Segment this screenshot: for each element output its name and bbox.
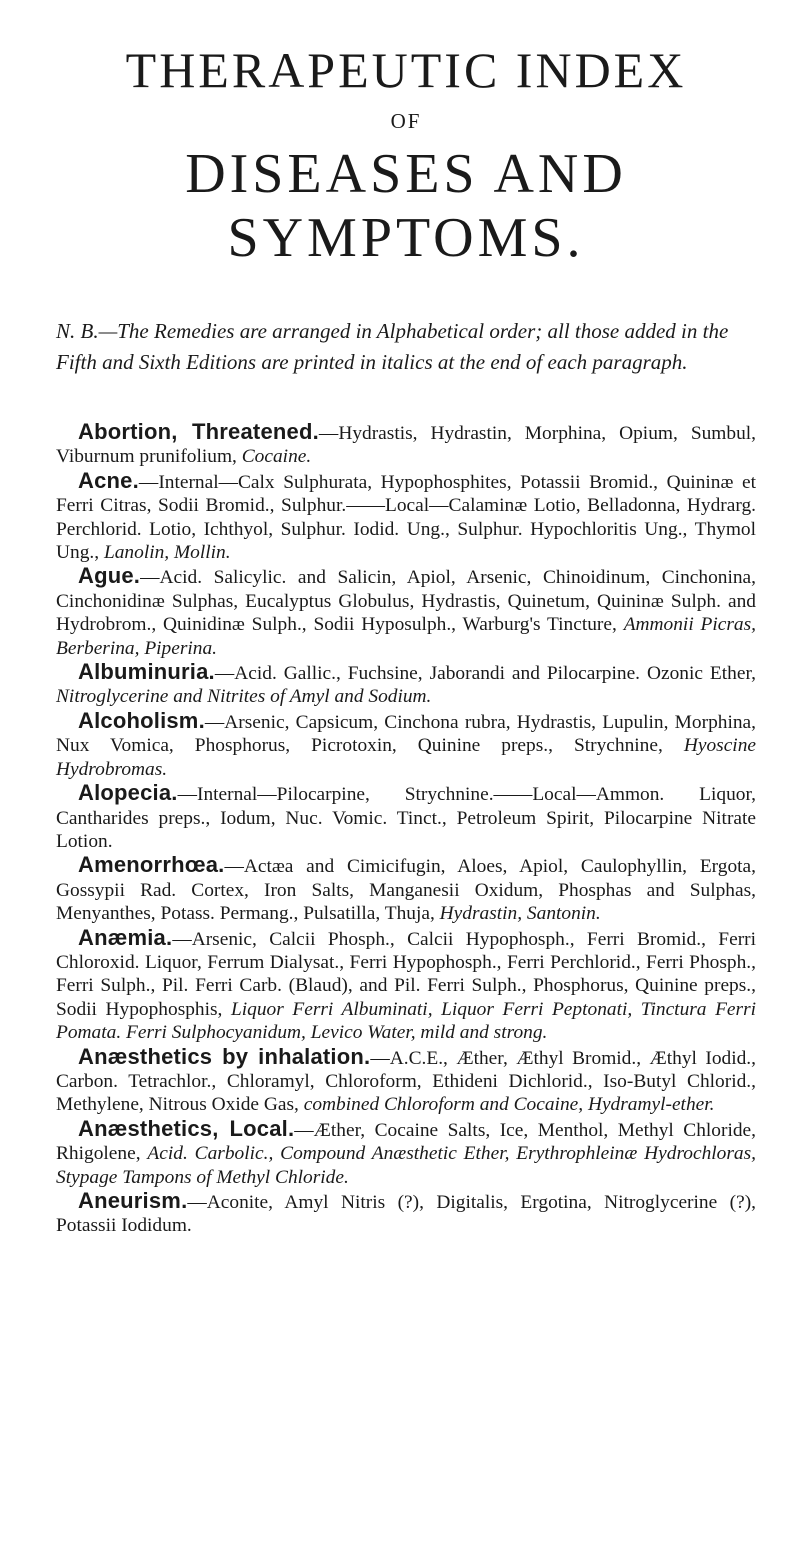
entry-remedies: —Internal—Calx Sulphurata, Hypophosphites, Potassii Bromid., Quininæ et Ferri Citras, Sodii Bromid., Sulphur.——Local—Calaminæ Lotio, Belladonna, Hydrarg. Perchlorid. Lotio, Ichthyol, Sulphur. Iodid. Ung., Sulphur. Hypochloritis Ung., Thymol Ung., xyxy=(56,471,756,564)
entry-added-remedies: Ammonii Picras, Berberina, Piperina. xyxy=(56,614,756,659)
entry-heading: Abortion, Threatened. xyxy=(78,419,319,444)
entry-added-remedies: Hyoscine Hydrobromas. xyxy=(56,735,756,780)
entry-heading: Anæmia. xyxy=(78,924,173,950)
entry-added-remedies: Cocaine. xyxy=(241,446,312,468)
entry-added-remedies: Lanolin, Mollin. xyxy=(103,542,231,564)
entry-heading: Amenorrhœa. xyxy=(78,852,225,878)
entry-remedies: —Internal—Pilocarpine, Strychnine.——Local—Ammon. Liquor, Cantharides preps., Iodum, Nuc. Vomic. Tinct., Petroleum Spirit, Pilocarpine Nitrate Lotion. xyxy=(56,784,756,852)
page-title-of: OF xyxy=(390,109,422,133)
index-entries xyxy=(56,420,756,1238)
index-entry-abortion xyxy=(56,420,756,469)
entry-added-remedies: Hydrastin, Santonin. xyxy=(439,903,601,925)
entry-remedies: —Arsenic, Capsicum, Cinchona rubra, Hydrastis, Lupulin, Morphina, Nux Vomica, Phosphorus, Picrotoxin, Quinine preps., Strychnine, xyxy=(56,711,756,757)
index-entry-alopecia xyxy=(56,781,756,853)
entry-heading: Acne. xyxy=(78,467,139,493)
entry-heading: Ague. xyxy=(78,563,141,589)
index-entry-amenorrhoea xyxy=(56,853,756,925)
entry-remedies: —Acid. Salicylic. and Salicin, Apiol, Arsenic, Chinoidinum, Cinchonina, Cinchonidinæ Sulphas, Eucalyptus Globulus, Hydrastis, Quinetum, Quininæ Sulph. and Hydrobrom., Quinidinæ Sulph., Sodii Hyposulph., Warburg's Tincture, xyxy=(56,567,756,636)
index-entry-alcoholism xyxy=(56,709,756,781)
entry-remedies: —A.C.E., Æther, Æthyl Bromid., Æthyl Iodid., Carbon. Tetrachlor., Chloramyl, Chloroform, Ethideni Dichlorid., Iso-Butyl Chlorid., Methylene, Nitrous Oxide Gas, xyxy=(56,1047,756,1116)
entry-added-remedies: Nitroglycerine and Nitrites of Amyl and Sodium. xyxy=(56,686,432,708)
entry-remedies: —Aconite, Amyl Nitris (?), Digitalis, Ergotina, Nitroglycerine (?), Potassii Iodidum. xyxy=(56,1192,756,1237)
entry-added-remedies: combined Chloroform and Cocaine, Hydramyl-ether. xyxy=(303,1094,715,1116)
entry-heading: Alcoholism. xyxy=(78,707,205,733)
index-entry-ague xyxy=(56,564,756,660)
page-title-line-2: DISEASES AND SYMPTOMS. xyxy=(185,143,627,269)
entry-remedies: —Æther, Cocaine Salts, Ice, Menthol, Methyl Chloride, Rhigolene, xyxy=(56,1119,756,1165)
entry-remedies: —Acid. Gallic., Fuchsine, Jaborandi and Pilocarpine. Ozonic Ether, xyxy=(214,663,756,685)
entry-heading: Anæsthetics by inhalation. xyxy=(78,1043,371,1069)
entry-added-remedies: Acid. Carbolic., Compound Anæsthetic Ether, Erythrophleinæ Hydrochloras, Stypage Tampons of Methyl Chloride. xyxy=(56,1143,756,1188)
index-entry-anaesthetics-inhalation xyxy=(56,1045,756,1117)
index-entry-anaesthetics-local xyxy=(56,1117,756,1189)
editorial-note: N. B.—The Remedies are arranged in Alphabetical order; all those added in the Fifth and Sixth Editions are printed in italics at the end of each paragraph. xyxy=(56,319,729,374)
entry-heading: Alopecia. xyxy=(78,780,178,806)
entry-heading: Aneurism. xyxy=(78,1188,188,1213)
page-title-line-1: THERAPEUTIC INDEX xyxy=(125,42,687,98)
entry-heading: Anæsthetics, Local. xyxy=(78,1115,295,1141)
index-entry-anaemia xyxy=(56,926,756,1045)
index-entry-aneurism xyxy=(56,1189,756,1238)
entry-heading: Albuminuria. xyxy=(78,659,215,685)
entry-remedies: —Hydrastis, Hydrastin, Morphina, Opium, Sumbul, Viburnum prunifolium, xyxy=(56,423,757,468)
entry-remedies: —Arsenic, Calcii Phosph., Calcii Hypophosph., Ferri Bromid., Ferri Chloroxid. Liquor, Ferrum Dialysat., Ferri Hypophosph., Ferri Perchlorid., Ferri Phosph., Ferri Sulph., Pil. Ferri Carb. (Blaud), and Pil. Ferri Sulph., Phosphorus, Quinine preps., Sodii Hypophosphis, xyxy=(56,928,756,1020)
entry-added-remedies: Liquor Ferri Albuminati, Liquor Ferri Peptonati, Tinctura Ferri Pomata. Ferri Sulphocyanidum, Levico Water, mild and strong. xyxy=(56,998,756,1044)
index-entry-albuminuria xyxy=(56,660,756,709)
index-entry-acne xyxy=(56,469,756,565)
entry-remedies: —Actæa and Cimicifugin, Aloes, Apiol, Caulophyllin, Ergota, Gossypii Rad. Cortex, Iron Salts, Manganesii Oxidum, Phosphas and Sulphas, Menyanthes, Potass. Permang., Pulsatilla, Thuja, xyxy=(56,856,756,925)
